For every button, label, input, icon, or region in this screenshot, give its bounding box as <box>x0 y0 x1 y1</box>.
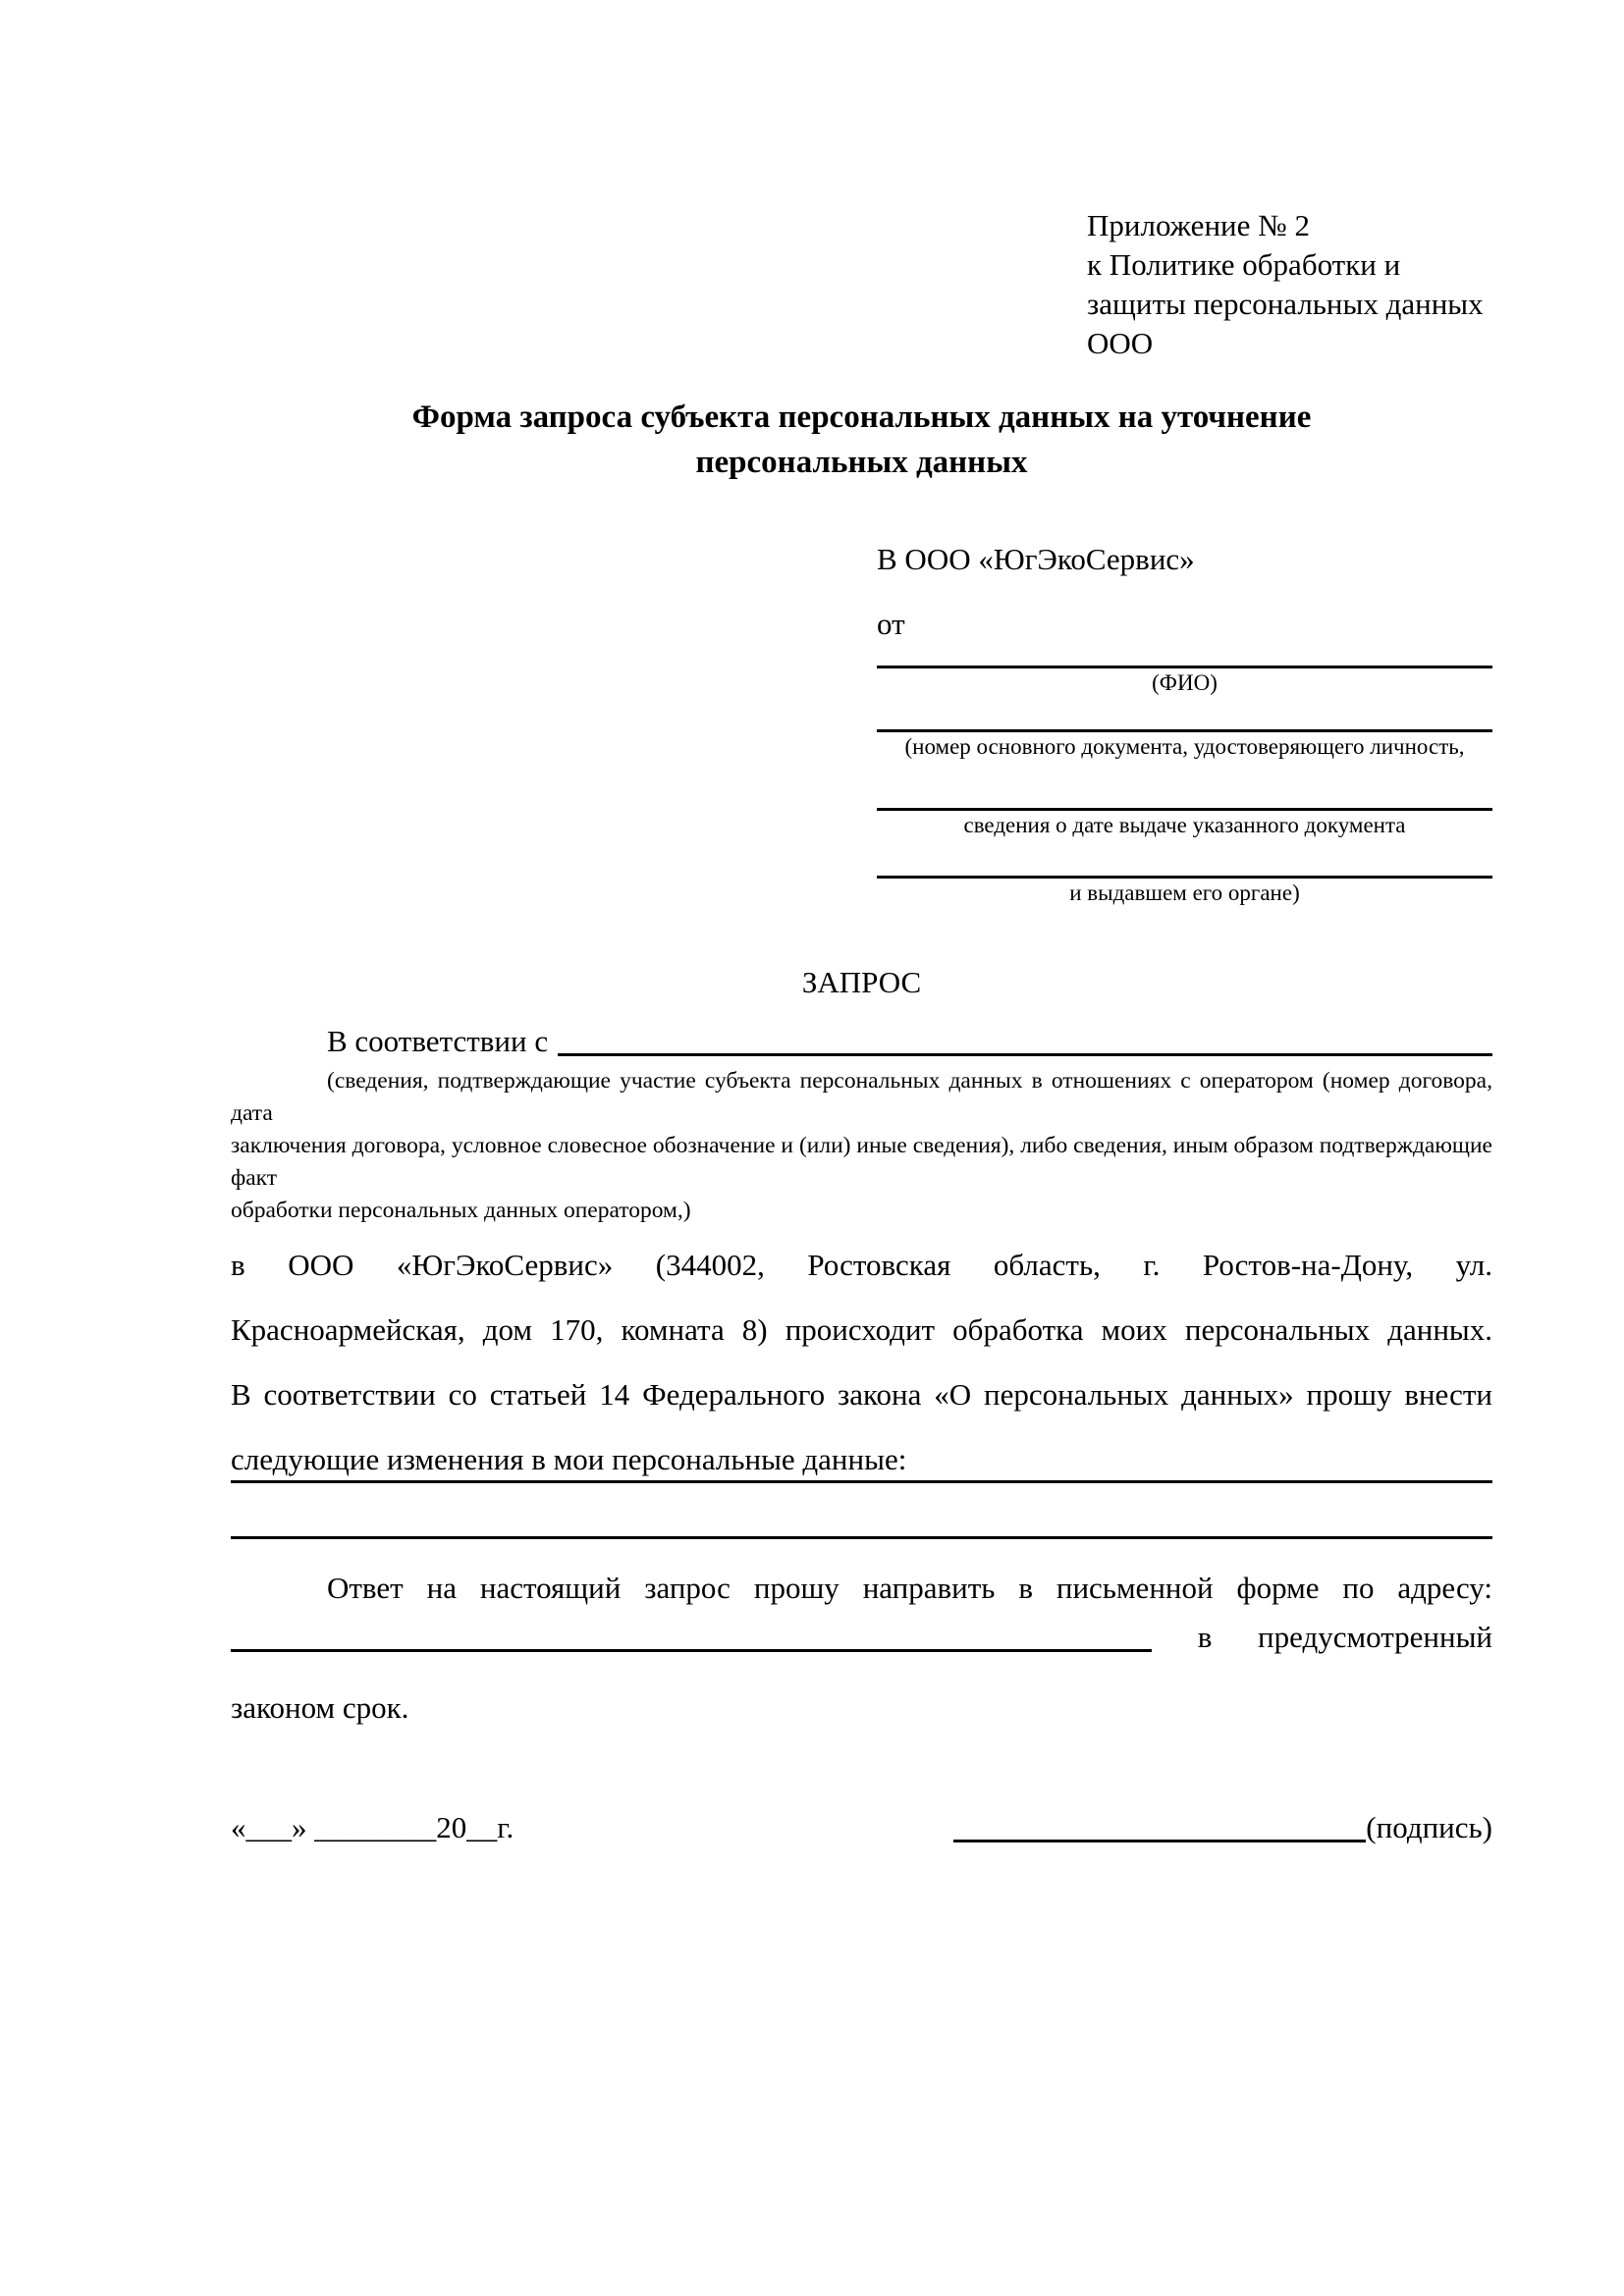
request-body-line: в ООО «ЮгЭкоСервис» (344002, Ростовская область, г. Ростов-на-Дону, ул. <box>231 1248 1492 1282</box>
addressee-block <box>877 540 1492 908</box>
response-address-row <box>231 1618 1492 1657</box>
signature-blank-line <box>953 1840 1366 1842</box>
date-blank-field: «___» ________20__г. <box>231 1810 514 1844</box>
addressee-to: В ООО «ЮгЭкоСервис» <box>877 542 1195 576</box>
request-body-line: В соответствии со статьей 14 Федерального закона «О персональных данных» прошу внести <box>231 1377 1492 1412</box>
date-signature-row <box>231 1808 1492 1847</box>
response-word: предусмотренный <box>1258 1620 1492 1654</box>
document-number-blank-line <box>877 698 1492 732</box>
page-title <box>231 395 1492 485</box>
request-body-line: следующие изменения в мои персональные данные: <box>231 1442 907 1476</box>
document-content <box>231 0 1492 1847</box>
request-body-line: Красноармейская, дом 170, комната 8) происходит обработка моих персональных данных. <box>231 1312 1492 1347</box>
fio-caption: (ФИО) <box>1152 670 1218 695</box>
document-number-caption: (номер основного документа, удостоверяющего личность, <box>904 734 1465 759</box>
address-blank-line <box>231 1649 1152 1652</box>
issuing-authority-blank-line <box>877 840 1492 879</box>
page-title-line: персональных данных <box>695 445 1028 480</box>
signature-caption: (подпись) <box>1366 1810 1492 1844</box>
issuing-authority-caption: и выдавшем его органе) <box>1069 881 1300 905</box>
annex-note-line: ООО <box>1087 326 1154 360</box>
annex-note-line: Приложение № 2 <box>1087 208 1310 242</box>
annex-note-line: к Политике обработки и <box>1087 247 1401 282</box>
response-line: Ответ на настоящий запрос прошу направить в письменной форме по адресу: <box>327 1571 1492 1605</box>
request-body <box>231 1233 1492 1492</box>
signature-group <box>953 1808 1492 1847</box>
fio-blank-line <box>877 644 1492 668</box>
issue-date-caption: сведения о дате выдаче указанного документа <box>963 813 1406 837</box>
basis-caption-line: заключения договора, условное словесное обозначение и (или) иные сведения), либо сведения, иным образом подтверждающие факт <box>231 1133 1492 1191</box>
basis-blank-line <box>558 1053 1492 1056</box>
basis-caption <box>231 1065 1492 1227</box>
response-word: в <box>1197 1620 1213 1654</box>
page-title-line: Форма запроса субъекта персональных данных на уточнение <box>411 400 1312 435</box>
response-line: законом срок. <box>231 1690 409 1725</box>
response-paragraph <box>231 1569 1492 1728</box>
basis-row <box>231 1022 1492 1061</box>
annex-note <box>1087 206 1492 363</box>
annex-note-line: защиты персональных данных <box>1087 287 1484 321</box>
request-heading: ЗАПРОС <box>801 965 922 999</box>
basis-prefix: В соответствии с <box>327 1024 549 1058</box>
basis-caption-line: (сведения, подтверждающие участие субъекта персональных данных в отношениях с оператором (номер договора, дата <box>231 1068 1492 1126</box>
basis-caption-line: обработки персональных данных оператором,) <box>231 1198 691 1223</box>
addressee-from-label: от <box>877 607 905 641</box>
issue-date-blank-line <box>877 762 1492 811</box>
